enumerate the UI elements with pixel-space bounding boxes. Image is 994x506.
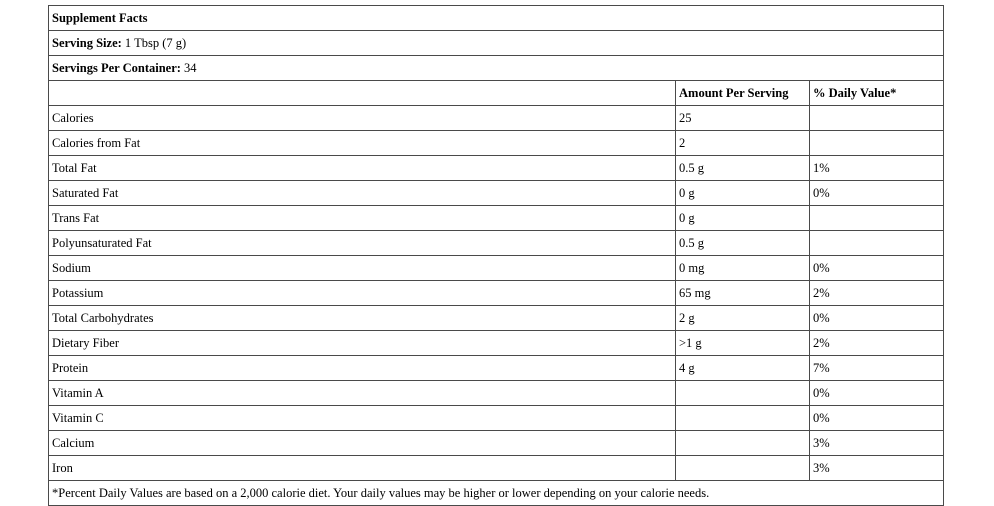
serving-size-row: [49, 31, 944, 56]
percent-daily-value: 0%: [810, 381, 944, 406]
percent-daily-value: 3%: [810, 456, 944, 481]
amount-per-serving: 0 g: [676, 206, 810, 231]
nutrient-row: [49, 306, 944, 331]
supplement-facts-table: [48, 5, 944, 506]
nutrient-row: [49, 406, 944, 431]
nutrient-name: Calories from Fat: [49, 131, 676, 156]
percent-daily-value: 0%: [810, 256, 944, 281]
percent-daily-value: [810, 231, 944, 256]
servings-per-container-value: 34: [180, 61, 197, 75]
nutrient-name: Total Carbohydrates: [49, 306, 676, 331]
nutrient-name: Vitamin C: [49, 406, 676, 431]
amount-per-serving: 0 mg: [676, 256, 810, 281]
servings-per-container-row: [49, 56, 944, 81]
amount-per-serving: 4 g: [676, 356, 810, 381]
percent-daily-value: 0%: [810, 306, 944, 331]
nutrient-row: [49, 281, 944, 306]
serving-size: [49, 31, 944, 56]
percent-daily-value: [810, 206, 944, 231]
amount-per-serving: 0.5 g: [676, 156, 810, 181]
nutrient-row: [49, 131, 944, 156]
nutrient-name: Trans Fat: [49, 206, 676, 231]
nutrient-row: [49, 206, 944, 231]
header-nutrient: [49, 81, 676, 106]
nutrient-name: Calcium: [49, 431, 676, 456]
nutrient-row: [49, 456, 944, 481]
amount-per-serving: >1 g: [676, 331, 810, 356]
nutrient-name: Protein: [49, 356, 676, 381]
nutrient-name: Dietary Fiber: [49, 331, 676, 356]
serving-size-value: 1 Tbsp (7 g): [121, 36, 187, 50]
amount-per-serving: [676, 381, 810, 406]
amount-per-serving: 0 g: [676, 181, 810, 206]
percent-daily-value: [810, 131, 944, 156]
servings-per-container-label: Servings Per Container:: [52, 61, 181, 75]
percent-daily-value: [810, 106, 944, 131]
table-title: Supplement Facts: [49, 6, 944, 31]
nutrient-name: Polyunsaturated Fat: [49, 231, 676, 256]
nutrient-row: [49, 331, 944, 356]
amount-per-serving: [676, 406, 810, 431]
title-row: [49, 6, 944, 31]
nutrient-name: Iron: [49, 456, 676, 481]
supplement-facts-body: [49, 6, 944, 506]
amount-per-serving: 2: [676, 131, 810, 156]
header-amount: Amount Per Serving: [676, 81, 810, 106]
amount-per-serving: 25: [676, 106, 810, 131]
nutrient-name: Potassium: [49, 281, 676, 306]
percent-daily-value: 0%: [810, 181, 944, 206]
footnote: *Percent Daily Values are based on a 2,000 calorie diet. Your daily values may be higher or lower depending on your calorie needs.: [49, 481, 944, 506]
amount-per-serving: [676, 431, 810, 456]
nutrient-name: Calories: [49, 106, 676, 131]
serving-size-label: Serving Size:: [52, 36, 122, 50]
percent-daily-value: 2%: [810, 281, 944, 306]
nutrient-row: [49, 106, 944, 131]
header-daily-value: % Daily Value*: [810, 81, 944, 106]
footnote-row: [49, 481, 944, 506]
nutrient-row: [49, 256, 944, 281]
nutrient-row: [49, 156, 944, 181]
amount-per-serving: [676, 456, 810, 481]
nutrient-row: [49, 431, 944, 456]
nutrient-name: Vitamin A: [49, 381, 676, 406]
percent-daily-value: 3%: [810, 431, 944, 456]
percent-daily-value: 0%: [810, 406, 944, 431]
percent-daily-value: 7%: [810, 356, 944, 381]
percent-daily-value: 1%: [810, 156, 944, 181]
nutrient-row: [49, 356, 944, 381]
column-header-row: [49, 81, 944, 106]
nutrient-row: [49, 231, 944, 256]
nutrient-name: Sodium: [49, 256, 676, 281]
percent-daily-value: 2%: [810, 331, 944, 356]
nutrient-row: [49, 181, 944, 206]
nutrient-row: [49, 381, 944, 406]
servings-per-container: [49, 56, 944, 81]
nutrient-name: Saturated Fat: [49, 181, 676, 206]
amount-per-serving: 2 g: [676, 306, 810, 331]
amount-per-serving: 65 mg: [676, 281, 810, 306]
nutrient-name: Total Fat: [49, 156, 676, 181]
amount-per-serving: 0.5 g: [676, 231, 810, 256]
